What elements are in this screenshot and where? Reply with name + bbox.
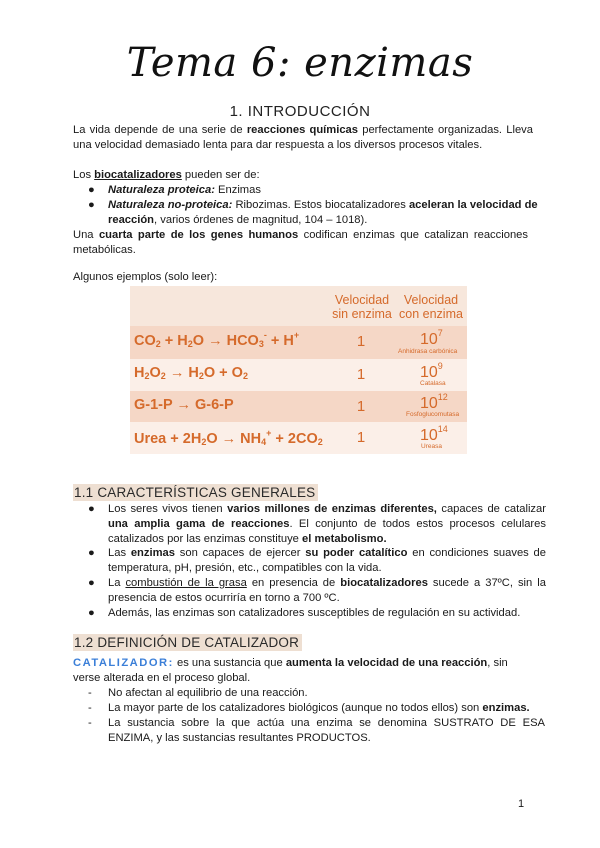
speed-without-enzyme: 1 <box>356 429 366 446</box>
table-row <box>130 422 467 454</box>
enzyme-name: Catalasa <box>420 380 446 387</box>
enzyme-name: Ureasa <box>421 443 442 450</box>
page-title: Tema 6: enzimas <box>126 40 474 86</box>
speed-without-enzyme: 1 <box>356 333 366 350</box>
table-row <box>130 326 467 359</box>
section-heading-introduccion: 1. INTRODUCCIÓN <box>229 103 371 120</box>
bullet-icon: ● <box>88 503 95 515</box>
section-heading-definicion: 1.2 DEFINICIÓN DE CATALIZADOR <box>73 634 302 651</box>
reaction-equation: G-1-P → G-6-P <box>134 397 234 413</box>
speed-with-enzyme: $10^7$ <box>420 328 443 348</box>
speed-without-enzyme: 1 <box>356 366 366 383</box>
definition-paragraph: CATALIZADOR: es una sustancia que aumenta la velocidad de una reacción, sin verse alterada en el proceso global. <box>73 657 508 684</box>
reaction-equation: $CO_2 + H_2O \to HCO_3^- + H^+$ <box>134 330 300 349</box>
bullet-icon: ● <box>88 547 95 559</box>
intro-paragraph-2: Los biocatalizadores pueden ser de: <box>73 169 260 181</box>
enzyme-name: Anhidrasa carbónica <box>398 348 458 355</box>
table-row <box>130 359 467 391</box>
bullet-icon: ● <box>88 607 95 619</box>
page-number: 1 <box>518 798 525 810</box>
reaction-equation: Urea + $2H_2O \to NH_4^+ + 2CO_2$ <box>134 428 323 447</box>
bullet-icon: ● <box>88 199 95 211</box>
document-page: Tema 6: enzimas 1. INTRODUCCIÓN La vida depende de una serie de reacciones químicas perfectamente organizadas. Lleva una velocidad demasiado lenta para dar respuesta a los diversos procesos vitales. Los biocatalizadores pueden ser de: ● Naturaleza proteica: Enzimas ● Naturaleza no-proteica: Ribozimas. Estos biocatalizadores aceleran la velocidad de reacción, varios órdenes de magnitud, 104 – 1018). Una cuarta parte de los genes humanos codifican enzimas que catalizan reacciones metabólicas. Algunos ejemplos (solo leer): Velocidad sin enzima Velocidad con enzima $CO_2 + H_2O \to HCO_3^- + H^+$ 1 $10^7$ Anhidrasa carbónica $H_2O_2 \to H_2O + O_2$ 1 $10^9$ Catalasa G-1-P → G-6-P 1 $10^{12}$ Fosfoglucomutasa Urea + $2H_2O \to NH_4^+ + 2CO_2$ 1 $10^{14}$ Ureasa 1.1 CARACTERÍSTICAS GENERALES ● Los seres vivos tienen varios millones de enzimas diferentes, capaces de catalizar una amplia gama de reacciones. El conjunto de todos estos procesos celulares catalizados por las enzimas constituye el metabolismo. ● Las enzimas son capaces de ejercer su poder catalítico en condiciones suaves de temperatura, pH, presión, etc., compatibles con la vida. ● La combustión de la grasa en presencia de biocatalizadores sucede a 37ºC, sin la presencia de estos ocurriría en torno a 700 ºC. ● Además, las enzimas son catalizadores susceptibles de regulación en su actividad. 1.2 DEFINICIÓN DE CATALIZADOR CATALIZADOR: es una sustancia que aumenta la velocidad de una reacción, sin verse alterada en el proceso global. - No afectan al equilibrio de una reacción. - La mayor parte de los catalizadores biológicos (aunque no todos ellos) son enzimas. - La sustancia sobre la que actúa una enzima se denomina SUSTRATO DE ESA ENZIMA, y las sustancias resultantes PRODUCTOS. 1 <box>0 0 600 848</box>
speed-with-enzyme: $10^9$ <box>420 361 443 381</box>
speed-with-enzyme: $10^{14}$ <box>420 424 448 444</box>
section-heading-caracteristicas: 1.1 CARACTERÍSTICAS GENERALES <box>73 484 318 501</box>
speed-without-enzyme: 1 <box>356 398 366 415</box>
column-header-con-enzima: Velocidad con enzima <box>399 293 463 321</box>
bullet-icon: ● <box>88 577 95 589</box>
speed-with-enzyme: $10^{12}$ <box>420 392 448 412</box>
table-header-row <box>130 286 467 326</box>
column-header-sin-enzima: Velocidad sin enzima <box>332 293 392 321</box>
intro-paragraph-3: Una cuarta parte de los genes humanos codifican enzimas que catalizan reacciones metabólicas. <box>73 229 528 256</box>
intro-paragraph-4: Algunos ejemplos (solo leer): <box>73 271 218 283</box>
enzyme-name: Fosfoglucomutasa <box>406 411 460 418</box>
intro-paragraph-1: La vida depende de una serie de reacciones químicas perfectamente organizadas. Lleva una velocidad demasiado lenta para dar respuesta a los diversos procesos vitales. <box>73 124 533 151</box>
table-row <box>130 391 467 422</box>
bullet-icon: ● <box>88 184 95 196</box>
reaction-equation: $H_2O_2 \to H_2O + O_2$ <box>134 365 248 381</box>
reaction-speed-table <box>130 286 467 454</box>
